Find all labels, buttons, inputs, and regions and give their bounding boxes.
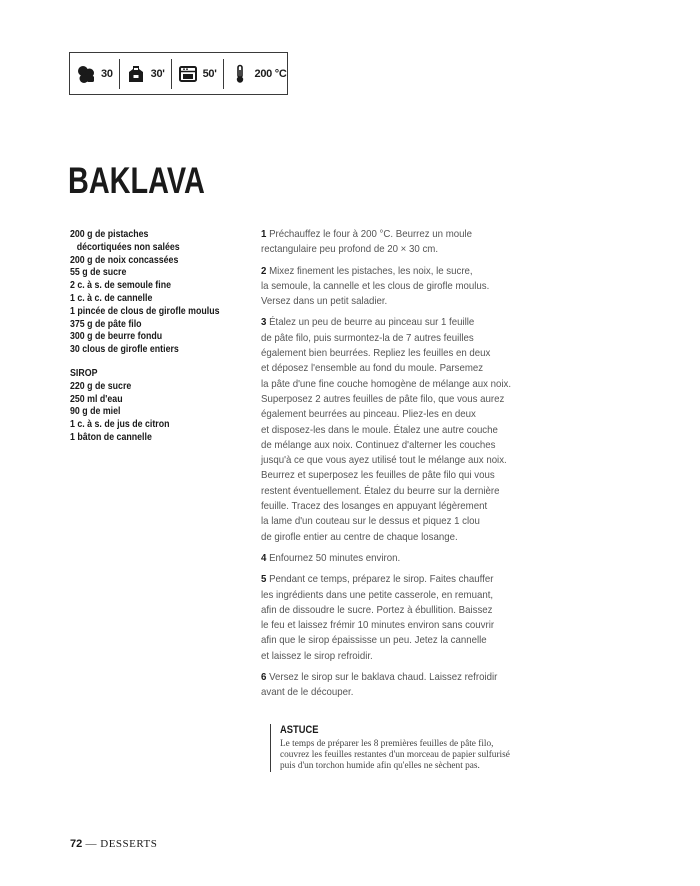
instruction-line <box>261 392 503 407</box>
instruction-text: rectangulaire peu profond de 20 × 30 cm. <box>261 244 439 256</box>
ingredient-item: 1 c. à c. de cannelle <box>70 291 153 304</box>
servings-icon <box>76 64 96 84</box>
instruction-text: de pâte filo, puis surmontez-la de 7 autres feuilles <box>261 332 474 344</box>
instruction-text: Enfournez 50 minutes environ. <box>269 552 401 564</box>
instruction-text: Versez dans un petit saladier. <box>261 296 388 308</box>
instruction-line <box>261 315 503 330</box>
syrup-ingredient-item: 90 g de miel <box>70 405 121 418</box>
instruction-line <box>261 361 503 376</box>
instruction-step <box>261 572 521 664</box>
syrup-ingredient-item: 220 g de sucre <box>70 379 132 392</box>
step-number: 1 <box>261 229 267 240</box>
instructions <box>261 227 521 707</box>
instruction-text: les ingrédients dans une petite casserole, en remuant, <box>261 589 494 601</box>
cook-cell <box>172 59 224 89</box>
instruction-line <box>261 264 503 279</box>
tip-line: puis d'un torchon humide afin qu'elles ne sèchent pas. <box>280 761 480 771</box>
instruction-line <box>261 588 503 603</box>
instruction-line <box>261 572 503 587</box>
thermometer-icon <box>230 64 250 84</box>
syrup-ingredient-item: 1 bâton de cannelle <box>70 430 152 443</box>
footer-separator: — <box>82 838 101 850</box>
instruction-text: jusqu'à ce que vous ayez utilisé tout le mélange aux noix. <box>261 455 507 467</box>
ingredient-item: 2 c. à s. de semoule fine <box>70 279 171 292</box>
step-number: 3 <box>261 317 267 329</box>
page-footer <box>70 838 157 850</box>
syrup-ingredient-item: 1 c. à s. de jus de citron <box>70 418 170 431</box>
syrup-heading: SIROP <box>70 366 98 379</box>
section-name: DESSERTS <box>100 838 158 850</box>
instruction-step <box>261 264 521 310</box>
step-number: 5 <box>261 574 267 586</box>
instruction-line <box>261 484 503 499</box>
apron-icon <box>126 64 146 84</box>
syrup-ingredient-item: 250 ml d'eau <box>70 392 123 405</box>
instruction-text: Beurrez et superposez les feuilles de pâte filo qui vous <box>261 470 495 482</box>
ingredient-item: 1 pincée de clous de girofle moulus <box>70 304 220 317</box>
instruction-line <box>261 603 503 618</box>
step-number: 4 <box>261 552 267 564</box>
instruction-line <box>261 530 503 545</box>
ingredient-item: 200 g de pistaches <box>70 228 149 240</box>
instruction-line <box>261 346 503 361</box>
recipe-info-box <box>69 52 288 95</box>
instruction-line <box>261 377 512 392</box>
prep-cell <box>120 59 172 89</box>
instruction-line <box>261 670 503 685</box>
instruction-text: afin que le sirop épaississe un peu. Jetez la cannelle <box>261 635 487 647</box>
tip-title: ASTUCE <box>280 724 319 736</box>
instruction-text: également bien beurrées. Repliez les feuilles en deux <box>261 348 491 360</box>
ingredient-item: décortiquées non salées <box>76 240 180 253</box>
tip-line: Le temps de préparer les 8 premières feuilles de pâte filo, <box>280 739 494 749</box>
instruction-line <box>261 279 503 294</box>
instruction-step <box>261 227 521 258</box>
ingredient-item: 200 g de noix concassées <box>70 253 179 266</box>
tip-line: couvrez les feuilles restantes d'un morceau de papier sulfurisé <box>280 750 510 760</box>
instruction-text: Versez le sirop sur le baklava chaud. Laissez refroidir <box>269 672 498 684</box>
instruction-text: Mixez finement les pistaches, les noix, le sucre, <box>269 265 473 277</box>
instruction-text: la pâte d'une fine couche homogène de mélange aux noix. <box>261 378 512 390</box>
instruction-text: restent éventuellement. Étalez du beurre sur la dernière <box>261 485 500 497</box>
step-number: 2 <box>261 265 267 277</box>
instruction-line <box>261 685 503 700</box>
instruction-step <box>261 551 521 566</box>
instruction-line <box>261 423 503 438</box>
instruction-text: la semoule, la cannelle et les clous de girofle moulus. <box>261 280 490 292</box>
instruction-line <box>261 649 503 664</box>
instruction-line <box>261 514 503 529</box>
instruction-line <box>261 227 503 242</box>
oven-icon <box>178 64 198 84</box>
instruction-line <box>261 331 503 346</box>
tip-box <box>270 724 540 772</box>
instruction-text: Préchauffez le four à 200 °C. Beurrez un moule <box>269 229 473 240</box>
instruction-line <box>261 633 503 648</box>
temperature-cell <box>224 53 293 94</box>
instruction-text: feuille. Tracez des losanges en appuyant légèrement <box>261 501 488 513</box>
cook-time-value: 50' <box>202 67 217 80</box>
instruction-line <box>261 407 503 422</box>
recipe-title: BAKLAVA <box>68 160 205 201</box>
ingredient-item: 30 clous de girofle entiers <box>70 343 179 356</box>
instruction-text: avant de le découper. <box>261 687 354 699</box>
ingredient-item: 375 g de pâte filo <box>70 317 142 330</box>
instruction-line <box>261 438 503 453</box>
instruction-text: et déposez l'ensemble au fond du moule. Parsemez <box>261 363 484 375</box>
step-number: 6 <box>261 672 267 684</box>
instruction-text: et disposez-les dans le moule. Étalez une autre couche <box>261 424 498 436</box>
instruction-text: Pendant ce temps, préparez le sirop. Faites chauffer <box>269 574 494 586</box>
instruction-line <box>261 499 503 514</box>
instruction-text: Étalez un peu de beurre au pinceau sur 1 feuille <box>269 317 475 329</box>
instruction-text: Superposez 2 autres feuilles de pâte filo, que vous aurez <box>261 393 505 405</box>
instruction-text: afin de dissoudre le sucre. Portez à ébullition. Baissez <box>261 604 493 616</box>
instruction-line <box>261 468 503 483</box>
instruction-line <box>261 551 503 566</box>
instruction-line <box>261 453 507 468</box>
ingredient-item: 55 g de sucre <box>70 266 127 279</box>
ingredient-item: 300 g de beurre fondu <box>70 330 163 343</box>
instruction-line <box>261 294 503 309</box>
instruction-line <box>261 242 503 257</box>
instruction-step <box>261 670 521 701</box>
instruction-text: également beurrées au pinceau. Pliez-les en deux <box>261 409 476 421</box>
servings-value: 30 <box>101 67 113 80</box>
page-number: 72 <box>70 838 83 850</box>
temperature-value: 200 °C <box>254 67 287 80</box>
ingredients-list <box>70 228 245 444</box>
servings-cell <box>70 59 120 89</box>
instruction-text: la lame d'un couteau sur le dessus et piquez 1 clou <box>261 516 480 528</box>
instruction-text: et laissez le sirop refroidir. <box>261 650 373 662</box>
instruction-step <box>261 315 521 544</box>
instruction-text: de mélange aux noix. Continuez d'alterner les couches <box>261 439 496 451</box>
instruction-text: le feu et laissez frémir 10 minutes environ sans couvrir <box>261 620 495 632</box>
instruction-line <box>261 618 503 633</box>
instruction-text: de girofle entier au centre de chaque losange. <box>261 531 458 543</box>
prep-time-value: 30' <box>150 67 165 80</box>
